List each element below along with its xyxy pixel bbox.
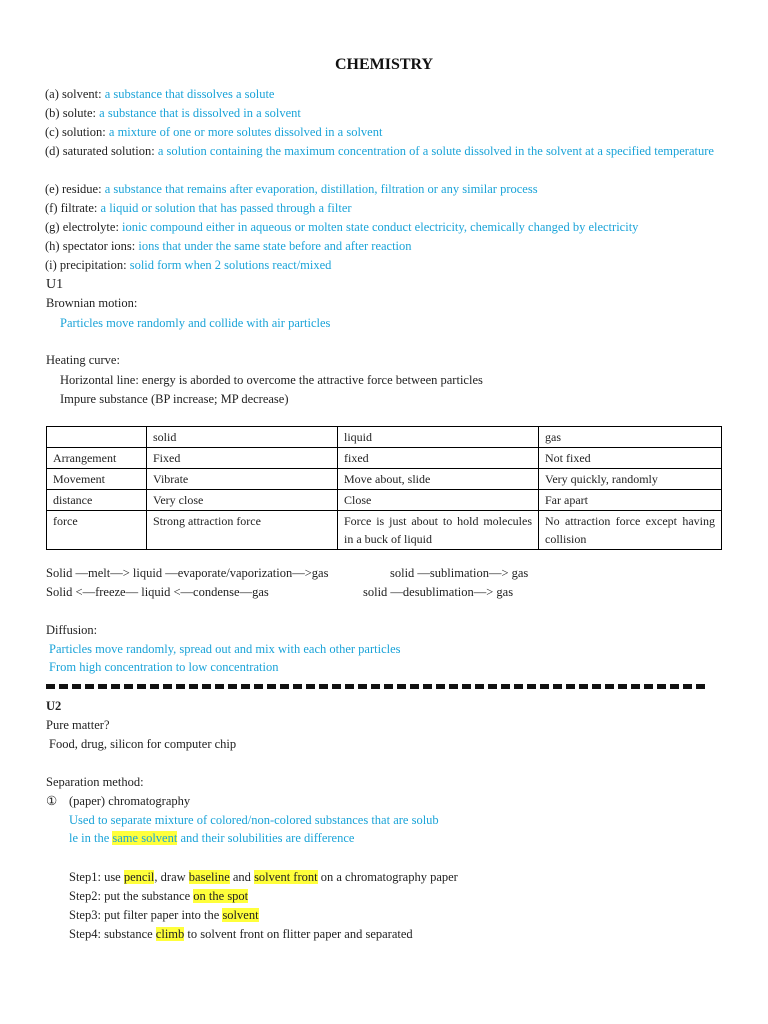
method-description-line-1: Used to separate mixture of colored/non-colored substances that are solub (69, 813, 439, 827)
step-4 (69, 925, 413, 943)
table-cell: Fixed (147, 448, 338, 469)
definition-term: (d) saturated solution: (45, 144, 155, 158)
state-change-desublimation: solid —desublimation—> gas (363, 585, 514, 599)
step-text: Step4: substance (69, 927, 156, 941)
table-cell: distance (47, 490, 147, 511)
section-heading-u1: U1 (46, 277, 64, 292)
diffusion-line-2: From high concentration to low concentration (49, 660, 279, 674)
table-cell: fixed (338, 448, 539, 469)
table-header-row (47, 427, 722, 448)
step-2 (69, 887, 248, 905)
step-text: Step1: use (69, 870, 124, 884)
table-header-cell: solid (147, 427, 338, 448)
step-text: , draw (154, 870, 189, 884)
table-row (47, 511, 722, 550)
heating-curve-line-2: Impure substance (BP increase; MP decrease) (60, 392, 289, 406)
table-header-cell: gas (539, 427, 722, 448)
definition-solvent (45, 85, 720, 103)
definition-term: (a) solvent: (45, 87, 102, 101)
definition-precipitation (45, 256, 720, 274)
table-cell: Far apart (539, 490, 722, 511)
definition-solution (45, 123, 720, 141)
step-text: Step3: put filter paper into the (69, 908, 223, 922)
table-cell: force (47, 511, 147, 550)
table-cell: No attraction force except having collision (539, 511, 722, 550)
table-header-cell: liquid (338, 427, 539, 448)
diffusion-line-1: Particles move randomly, spread out and mix with each other particles (49, 642, 401, 656)
definition-text: ions that under the same state before and after reaction (138, 239, 412, 253)
table-row (47, 469, 722, 490)
pure-matter-label: Pure matter? (46, 718, 110, 732)
method-name: (paper) chromatography (69, 794, 191, 808)
diffusion-label: Diffusion: (46, 623, 98, 637)
table-cell: Move about, slide (338, 469, 539, 490)
table-header-cell (47, 427, 147, 448)
definition-term: (c) solution: (45, 125, 106, 139)
heating-curve-line-1: Horizontal line: energy is aborded to overcome the attractive force between particles (60, 373, 483, 387)
step-text: Step2: put the substance (69, 889, 194, 903)
definition-text: a mixture of one or more solutes dissolved in a solvent (108, 125, 383, 139)
separation-method-label: Separation method: (46, 775, 144, 789)
table-cell: Close (338, 490, 539, 511)
definition-term: (g) electrolyte: (45, 220, 119, 234)
step-1 (69, 868, 458, 886)
highlight-same-solvent: same solvent (112, 831, 178, 845)
step-text: to solvent front on flitter paper and separated (184, 927, 413, 941)
definition-text: a solution containing the maximum concentration of a solute dissolved in the solvent at a specified temperature (157, 144, 714, 158)
highlight-solvent-front: solvent front (254, 870, 318, 884)
step-text: on a chromatography paper (317, 870, 458, 884)
brownian-label: Brownian motion: (46, 296, 138, 310)
definition-term: (i) precipitation: (45, 258, 127, 272)
table-cell: Strong attraction force (147, 511, 338, 550)
brownian-text: Particles move randomly and collide with air particles (60, 316, 331, 330)
section-heading-u2: U2 (46, 699, 62, 713)
state-change-sublimation: solid —sublimation—> gas (390, 566, 529, 580)
definition-text: solid form when 2 solutions react/mixed (129, 258, 332, 272)
method-number-marker: ① (46, 794, 58, 808)
method-description-line-2 (69, 829, 354, 847)
definition-term: (e) residue: (45, 182, 102, 196)
definition-filtrate (45, 199, 720, 217)
definition-text: a substance that remains after evaporation, distillation, filtration or any similar process (104, 182, 538, 196)
highlight-pencil: pencil (123, 870, 155, 884)
table-cell: Very quickly, randomly (539, 469, 722, 490)
highlight-baseline: baseline (188, 870, 230, 884)
table-cell: Very close (147, 490, 338, 511)
definition-text: a liquid or solution that has passed through a filter (100, 201, 352, 215)
definition-spectator-ions (45, 237, 720, 255)
definition-term: (f) filtrate: (45, 201, 98, 215)
definition-saturated-solution (45, 142, 720, 161)
definition-solute (45, 104, 720, 122)
table-cell: Force is just about to hold molecules in a buck of liquid (338, 511, 539, 550)
step-text: and (229, 870, 255, 884)
page-title: CHEMISTRY (334, 56, 434, 73)
states-of-matter-table (46, 426, 722, 550)
heating-curve-label: Heating curve: (46, 353, 120, 367)
method-desc-text: and their solubilities are difference (177, 831, 355, 845)
definition-text: a substance that is dissolved in a solvent (99, 106, 301, 120)
state-change-line-2: Solid <—freeze— liquid <—condense—gas (46, 585, 269, 599)
definition-term: (h) spectator ions: (45, 239, 136, 253)
section-divider (46, 684, 708, 689)
highlight-on-the-spot: on the spot (193, 889, 249, 903)
definition-term: (b) solute: (45, 106, 97, 120)
definition-text: ionic compound either in aqueous or molten state conduct electricity, chemically changed by electricity (122, 220, 639, 234)
table-row (47, 448, 722, 469)
table-row (47, 490, 722, 511)
table-cell: Not fixed (539, 448, 722, 469)
state-change-line-1: Solid —melt—> liquid —evaporate/vaporization—>gas (46, 566, 329, 580)
definition-residue (45, 180, 720, 198)
pure-matter-text: Food, drug, silicon for computer chip (49, 737, 237, 751)
table-cell: Arrangement (47, 448, 147, 469)
table-cell: Movement (47, 469, 147, 490)
highlight-solvent: solvent (222, 908, 259, 922)
definition-electrolyte (45, 218, 720, 236)
definition-text: a substance that dissolves a solute (104, 87, 275, 101)
highlight-climb: climb (155, 927, 185, 941)
table-cell: Vibrate (147, 469, 338, 490)
method-desc-text: le in the (69, 831, 113, 845)
step-3 (69, 906, 259, 924)
